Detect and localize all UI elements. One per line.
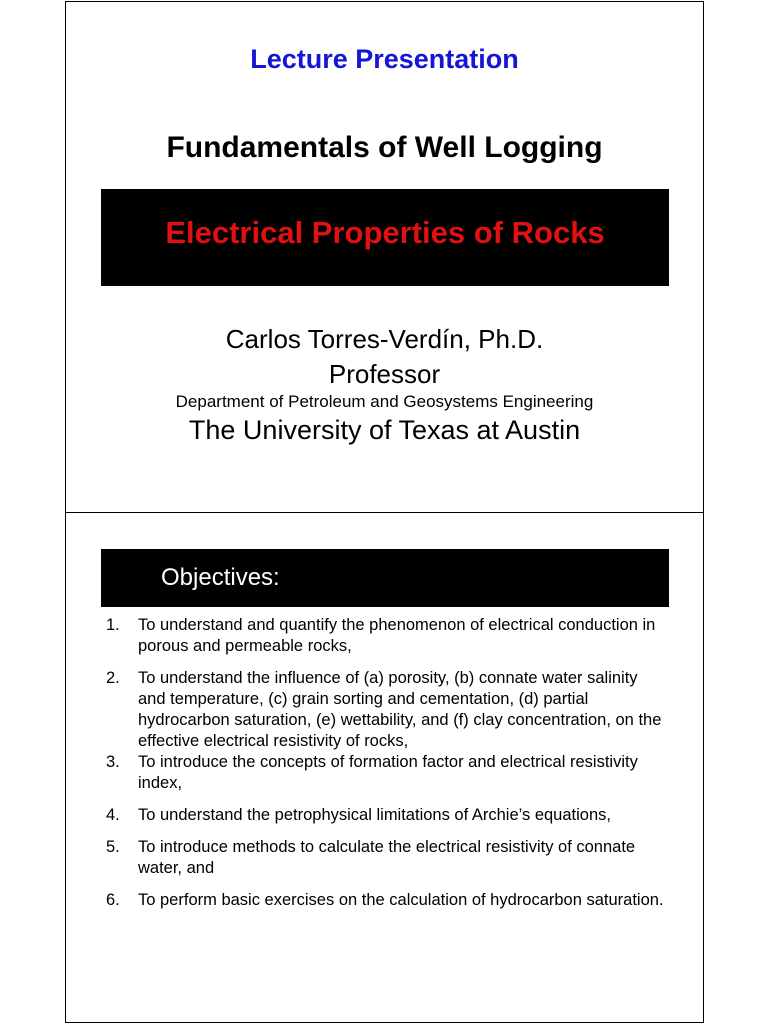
- topic-title: Electrical Properties of Rocks: [165, 215, 605, 250]
- objective-text: To perform basic exercises on the calculation of hydrocarbon saturation.: [138, 891, 664, 909]
- objective-number: 6.: [106, 891, 120, 909]
- objective-number: 1.: [106, 616, 120, 634]
- objective-item: [106, 805, 666, 826]
- objective-number: 5.: [106, 838, 120, 856]
- objective-item: [106, 615, 666, 657]
- objectives-list: [106, 615, 666, 911]
- objective-text: To understand and quantify the phenomenon of electrical conduction in porous and permeable rocks,: [138, 616, 656, 655]
- objective-item: [106, 668, 666, 752]
- course-title: Fundamentals of Well Logging: [166, 131, 603, 164]
- objective-number: 3.: [106, 753, 120, 771]
- objective-item: [106, 752, 666, 794]
- objectives-banner: [101, 549, 669, 607]
- objective-item: [106, 890, 666, 911]
- objective-text: To understand the influence of (a) porosity, (b) connate water salinity and temperature, (c) grain sorting and cementation, (d) partial hydrocarbon saturation, (e) wettability, and (f) clay concentration, on the effective electrical resistivity of rocks,: [138, 669, 662, 750]
- title-slide: [65, 1, 704, 513]
- objective-text: To introduce the concepts of formation factor and electrical resistivity index,: [138, 753, 638, 792]
- objective-number: 2.: [106, 669, 120, 687]
- department-name: Department of Petroleum and Geosystems Engineering: [175, 392, 594, 411]
- author-name: Carlos Torres-Verdín, Ph.D.: [225, 324, 544, 354]
- objectives-heading: Objectives:: [161, 564, 280, 591]
- topic-banner: [101, 189, 669, 286]
- objective-text: To understand the petrophysical limitations of Archie’s equations,: [138, 806, 611, 824]
- lecture-title: Lecture Presentation: [250, 44, 519, 74]
- objectives-slide: [65, 512, 704, 1023]
- author-role: Professor: [328, 359, 441, 389]
- objective-text: To introduce methods to calculate the electrical resistivity of connate water, and: [138, 838, 636, 877]
- objective-item: [106, 837, 666, 879]
- university-name: The University of Texas at Austin: [188, 415, 581, 445]
- objective-number: 4.: [106, 806, 120, 824]
